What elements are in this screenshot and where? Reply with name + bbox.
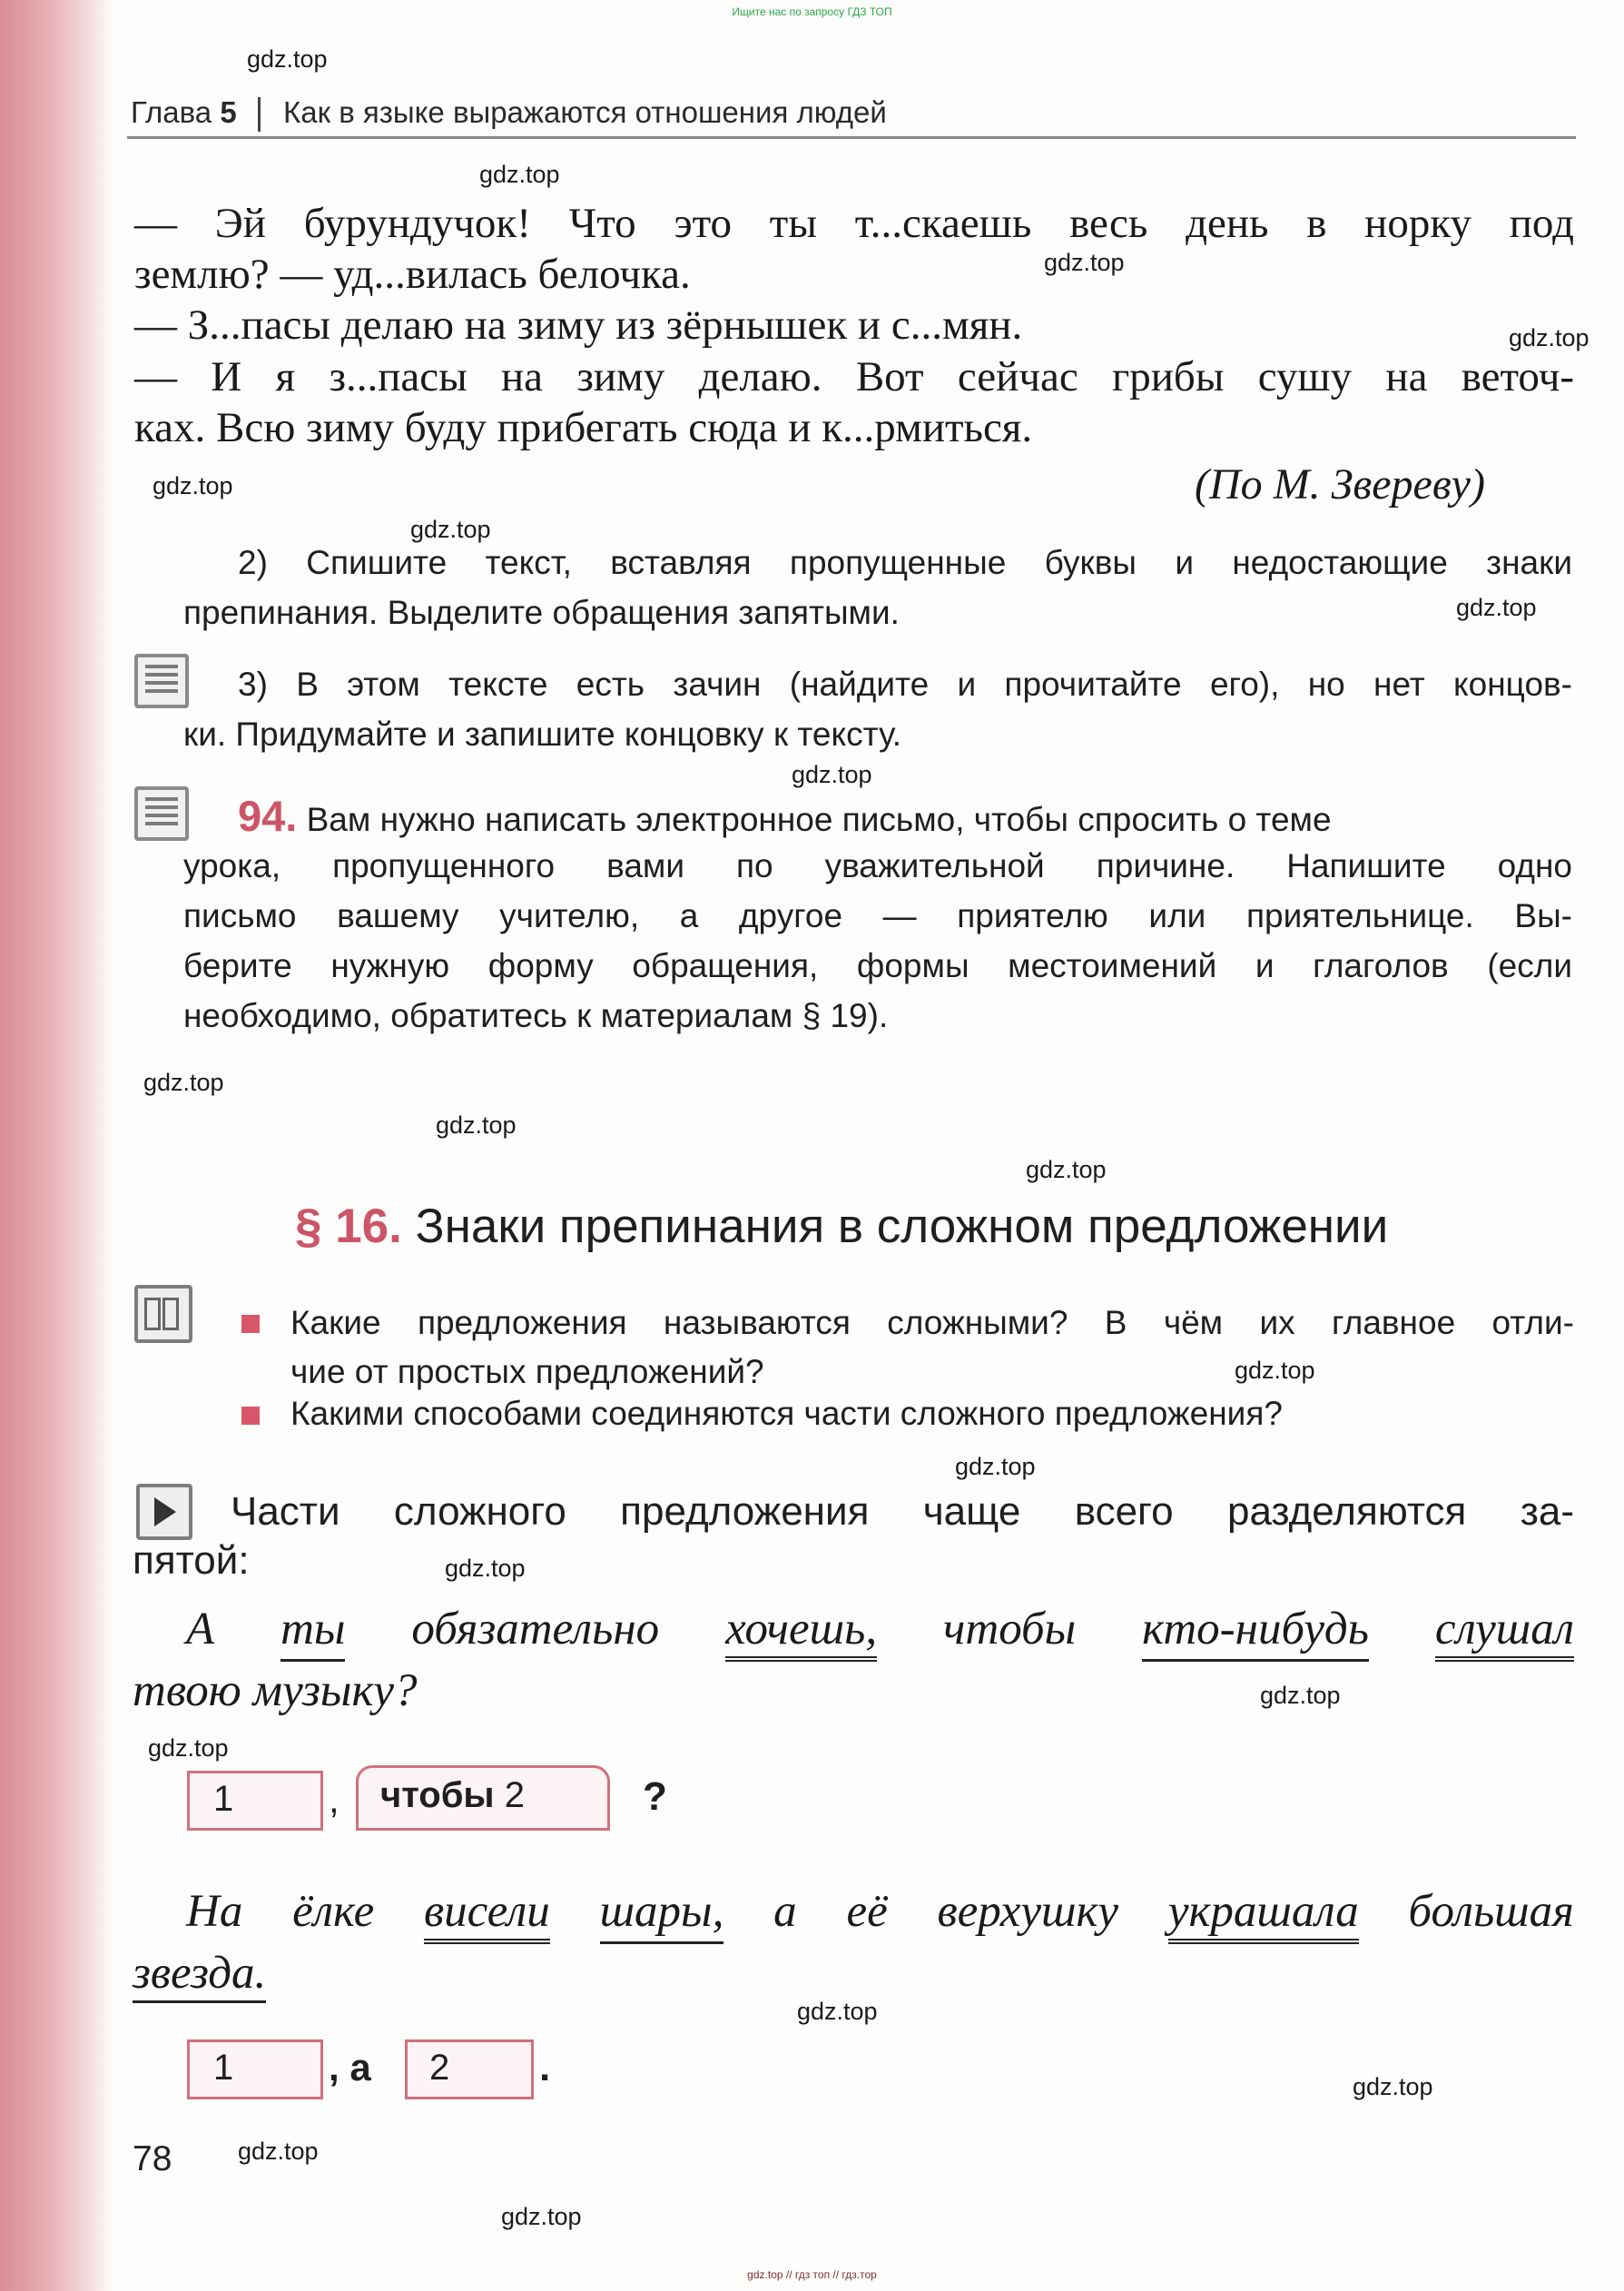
watermark: gdz.top (1353, 2073, 1433, 2100)
task3-line: ки. Придумайте и запишите концовку к тексту. (183, 716, 902, 753)
watermark: gdz.top (501, 2203, 582, 2230)
top-note: Ищите нас по запросу ГДЗ ТОП (732, 5, 892, 18)
schema-box-1: 1 (187, 1771, 323, 1831)
question-line: Какие предложения называются сложными? В чём их главное отли- (290, 1304, 1574, 1341)
rule-line: Части сложного предложения чаще всего разделяются за- (231, 1489, 1574, 1534)
section-symbol: § 16. (295, 1200, 402, 1253)
watermark: gdz.top (153, 472, 233, 499)
example1-line1 (186, 1603, 1574, 1662)
example2-line1 (186, 1885, 1574, 1944)
example-word: На (186, 1886, 243, 1937)
watermark: gdz.top (445, 1555, 526, 1582)
chapter-number: 5 (220, 95, 237, 129)
watermark: gdz.top (1235, 1357, 1315, 1384)
subject-word: ты (281, 1603, 345, 1662)
watermark: gdz.top (143, 1069, 224, 1096)
book-icon (134, 1285, 192, 1343)
predicate-word: слушал (1435, 1603, 1574, 1662)
rule-line: пятой: (133, 1538, 250, 1583)
watermark: gdz.top (247, 45, 328, 73)
watermark: gdz.top (1044, 249, 1125, 276)
example-word: твою (133, 1665, 241, 1716)
story-line: землю? — уд...вилась белочка. (134, 251, 691, 298)
example-word: обязательно (411, 1604, 660, 1654)
bottom-note: gdz.top // гдз топ // гдз.тор (747, 2268, 877, 2281)
exercise-line: урока, пропущенного вами по уважительной причине. Напишите одно (183, 847, 1572, 884)
example2-line2 (133, 1947, 266, 2000)
exercise-number: 94. (238, 792, 298, 840)
predicate-word: хочешь, (725, 1603, 877, 1662)
notebook-icon (134, 786, 189, 841)
story-line: ках. Всю зиму буду прибегать сюда и к...рмиться. (134, 404, 1033, 451)
example-word: чтобы (943, 1604, 1077, 1654)
example-word: её (846, 1886, 888, 1937)
watermark: gdz.top (955, 1453, 1036, 1480)
watermark: gdz.top (1026, 1156, 1107, 1183)
task2-line: 2) Спишите текст, вставляя пропущенные буквы и недостающие знаки (238, 544, 1572, 581)
schema-end: . (539, 2045, 551, 2089)
story-author: (По М. Звереву) (1195, 460, 1485, 509)
exercise-line: письмо вашему учителю, а другое — приятелю или приятельнице. Вы- (183, 897, 1572, 934)
exercise-94-first (238, 792, 1574, 844)
exercise-line: берите нужную форму обращения, формы местоимений и глаголов (если (183, 947, 1572, 984)
story-line: — З...пасы делаю на зиму из зёрнышек и с...мян. (134, 301, 1023, 349)
story-line: — Эй бурундучок! Что это ты т...скаешь весь день в норку под (134, 200, 1574, 247)
header-rule (127, 136, 1576, 139)
subject-word: шары, (600, 1885, 724, 1944)
watermark: gdz.top (1509, 324, 1590, 351)
play-icon (136, 1484, 192, 1540)
watermark: gdz.top (1456, 594, 1537, 621)
schema-conjunction: , а (329, 2046, 371, 2089)
schema-end: ? (643, 1774, 667, 1819)
task3-line: 3) В этом тексте есть зачин (найдите и прочитайте его), но нет концов- (238, 666, 1572, 703)
bullet-marker (241, 1315, 260, 1333)
section-title: Знаки препинания в сложном предложении (415, 1200, 1389, 1253)
subject-word: звезда. (133, 1948, 266, 2003)
subject-word: кто-нибудь (1142, 1603, 1369, 1662)
watermark: gdz.top (436, 1111, 517, 1139)
watermark: gdz.top (479, 161, 560, 188)
exercise-line: Вам нужно написать электронное письмо, чтобы спросить о теме (306, 801, 1332, 838)
story-line: — И я з...пасы на зиму делаю. Вот сейчас грибы сушу на веточ- (134, 353, 1574, 400)
predicate-word: висели (424, 1885, 550, 1944)
notebook-icon (134, 654, 189, 708)
example1-line2 (133, 1664, 417, 1717)
task2-line: препинания. Выделите обращения запятыми. (183, 594, 900, 631)
watermark: gdz.top (238, 2138, 319, 2165)
schema-box-2 (356, 1765, 610, 1831)
schema-conjunction: чтобы (380, 1775, 495, 1815)
schema-part-number: 2 (504, 1775, 525, 1815)
chapter-word: Глава (131, 95, 212, 129)
exercise-line: необходимо, обратитесь к материалам § 19). (183, 997, 889, 1034)
page-edge-band (0, 0, 113, 2291)
watermark: gdz.top (410, 516, 491, 543)
watermark: gdz.top (148, 1734, 229, 1762)
example-word: музыку? (252, 1665, 418, 1716)
schema-box-2: 2 (405, 2039, 534, 2099)
bullet-marker (241, 1407, 260, 1425)
header-divider (258, 97, 261, 132)
watermark: gdz.top (1260, 1682, 1341, 1709)
watermark: gdz.top (792, 761, 872, 788)
schema-box-1: 1 (187, 2039, 323, 2099)
schema-comma: , (329, 1778, 340, 1821)
chapter-title: Как в языке выражаются отношения людей (283, 95, 887, 129)
example-word: ёлке (292, 1886, 375, 1937)
chapter-header (131, 95, 887, 132)
example-word: А (186, 1604, 215, 1654)
watermark: gdz.top (797, 1998, 878, 2025)
page-number: 78 (133, 2139, 172, 2178)
section-heading (295, 1199, 1388, 1254)
question-line: чие от простых предложений? (290, 1353, 764, 1390)
example-word: большая (1408, 1886, 1574, 1937)
predicate-word: украшала (1168, 1885, 1359, 1944)
example-word: верхушку (937, 1886, 1119, 1937)
question-line: Какими способами соединяются части сложного предложения? (290, 1395, 1283, 1432)
example-word: а (773, 1886, 797, 1937)
